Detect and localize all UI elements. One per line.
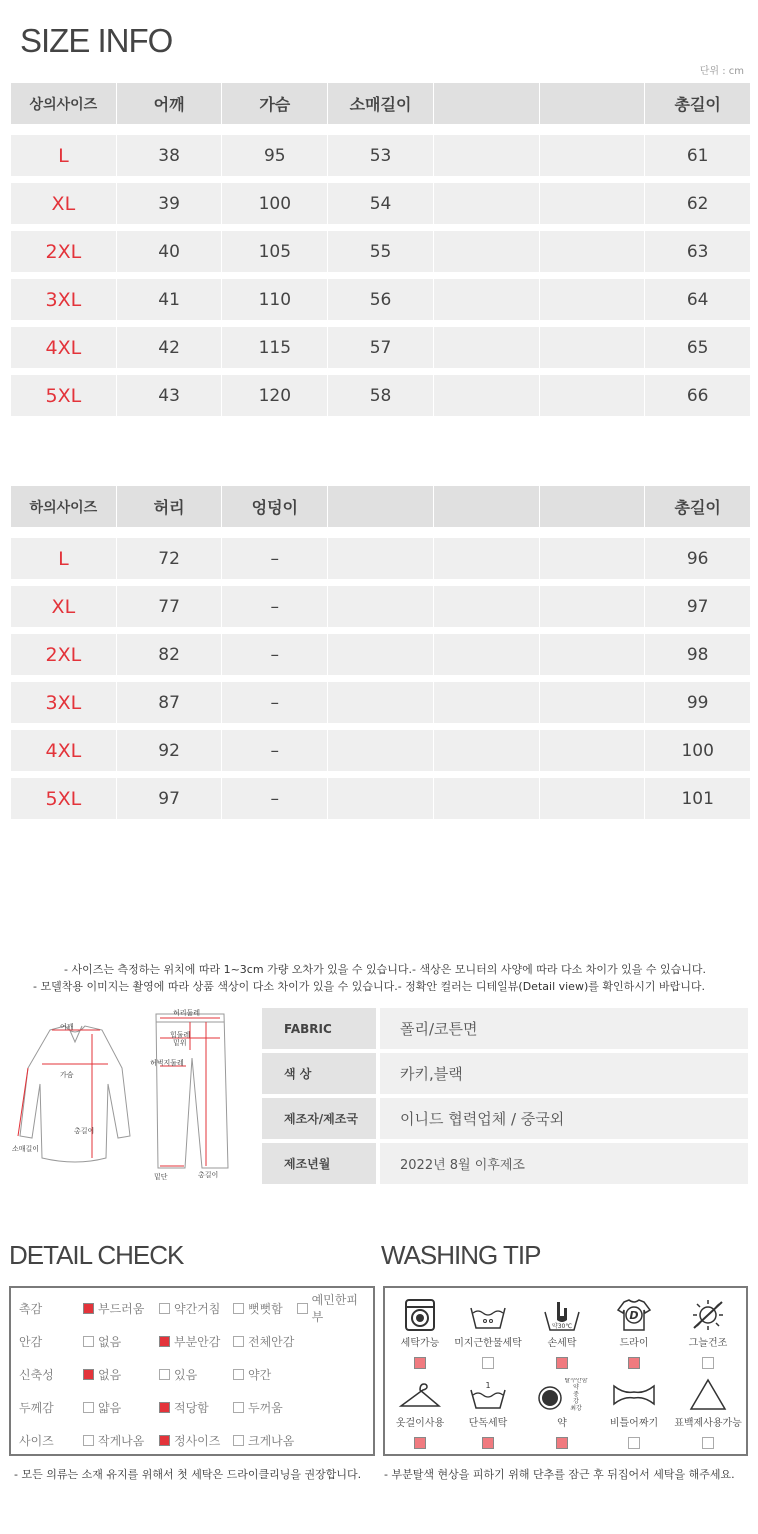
- bottom-size-value-cell: 72: [117, 538, 222, 579]
- top-size-value-cell: [540, 279, 645, 320]
- top-size-value-cell: [540, 231, 645, 272]
- top-size-value-cell: 62: [645, 183, 750, 224]
- top-size-value-cell: 41: [117, 279, 222, 320]
- unchecked-box-icon[interactable]: [83, 1336, 94, 1347]
- detail-row: [19, 1367, 375, 1381]
- bottom-size-value-cell: 99: [645, 682, 750, 723]
- svg-text:약: 약: [573, 1384, 579, 1391]
- detail-option[interactable]: [83, 1432, 144, 1449]
- top-size-value-cell: 38: [117, 135, 222, 176]
- bottom-size-value-cell: 98: [645, 634, 750, 675]
- bottom-size-size-cell: 2XL: [11, 634, 116, 675]
- waist-label: 허리둘레: [173, 1009, 201, 1017]
- top-size-value-cell: 57: [328, 327, 433, 368]
- wash-item: [451, 1298, 525, 1369]
- svg-text:최강: 최강: [570, 1405, 582, 1412]
- bottom-size-value-cell: [434, 538, 539, 579]
- fabric-label: 제조년월: [262, 1143, 376, 1184]
- bottom-size-header-cell: 허리: [117, 486, 222, 527]
- top-size-size-cell: XL: [11, 183, 116, 224]
- bottom-size-header-cell: [434, 486, 539, 527]
- bottom-size-value-cell: 92: [117, 730, 222, 771]
- top-size-value-cell: 43: [117, 375, 222, 416]
- top-size-value-cell: [434, 279, 539, 320]
- detail-option-label: 크게나옴: [248, 1433, 295, 1448]
- top-size-value-cell: 63: [645, 231, 750, 272]
- top-size-header-row: [11, 83, 750, 124]
- bottom-size-header-cell: 하의사이즈: [11, 486, 116, 527]
- bottom-size-row: [11, 634, 750, 675]
- fabric-row: [262, 1143, 748, 1184]
- fabric-row: [262, 1053, 748, 1094]
- detail-option[interactable]: [159, 1366, 197, 1383]
- bottom-size-value-cell: [328, 538, 433, 579]
- checked-box-icon[interactable]: [159, 1336, 170, 1347]
- wash-item-label: 옷걸이사용: [395, 1418, 445, 1429]
- wash-item-label: 미지근한물세탁: [454, 1338, 522, 1349]
- detail-option[interactable]: [233, 1399, 283, 1416]
- detail-option[interactable]: [233, 1432, 294, 1449]
- top-size-header-cell: 어깨: [117, 83, 222, 124]
- top-size-value-cell: 95: [222, 135, 327, 176]
- top-size-value-cell: 42: [117, 327, 222, 368]
- bottom-size-value-cell: [328, 634, 433, 675]
- wash-item-label: 그늘건조: [688, 1338, 728, 1349]
- checked-box-icon[interactable]: [414, 1437, 426, 1449]
- checked-box-icon[interactable]: [628, 1357, 640, 1369]
- wash-item: [671, 1378, 745, 1449]
- detail-option-label: 뻣뻣함: [248, 1301, 283, 1316]
- detail-row-label: 신축성: [19, 1367, 54, 1382]
- top-size-value-cell: [434, 375, 539, 416]
- wash-item: [383, 1298, 457, 1369]
- wash-item: [671, 1298, 745, 1369]
- detail-option[interactable]: [83, 1399, 121, 1416]
- detail-option[interactable]: [159, 1333, 220, 1350]
- checked-box-icon[interactable]: [159, 1435, 170, 1446]
- detail-option[interactable]: [83, 1366, 121, 1383]
- top-size-header-cell: 가슴: [222, 83, 327, 124]
- top-size-value-cell: 58: [328, 375, 433, 416]
- bottom-size-value-cell: –: [222, 778, 327, 819]
- detail-option[interactable]: [233, 1300, 283, 1317]
- top-size-size-cell: 3XL: [11, 279, 116, 320]
- spin-dry-icon: [525, 1378, 599, 1412]
- bottom-size-value-cell: 82: [117, 634, 222, 675]
- top-size-header-cell: 상의사이즈: [11, 83, 116, 124]
- wring-icon: [597, 1378, 671, 1412]
- bottom-size-size-cell: L: [11, 538, 116, 579]
- unit-label: 단위 : cm: [699, 66, 744, 77]
- bottom-size-header-cell: 총길이: [645, 486, 750, 527]
- unchecked-box-icon[interactable]: [702, 1357, 714, 1369]
- detail-row: [19, 1293, 375, 1324]
- checked-box-icon[interactable]: [159, 1402, 170, 1413]
- svg-text:D: D: [629, 1309, 639, 1322]
- top-size-value-cell: 39: [117, 183, 222, 224]
- unchecked-box-icon[interactable]: [628, 1437, 640, 1449]
- bottom-size-value-cell: 77: [117, 586, 222, 627]
- bottom-size-value-cell: [328, 682, 433, 723]
- dry-clean-icon: [597, 1298, 671, 1332]
- bottom-size-row: [11, 730, 750, 771]
- bottom-size-size-cell: 5XL: [11, 778, 116, 819]
- bottom-size-header-cell: 엉덩이: [222, 486, 327, 527]
- detail-footnote: - 모든 의류는 소재 유지를 위해서 첫 세탁은 드라이클리닝을 권장합니다.: [14, 1468, 362, 1481]
- top-size-value-cell: 53: [328, 135, 433, 176]
- fabric-row: [262, 1098, 748, 1139]
- wash-item-label: 약: [557, 1418, 567, 1429]
- svg-text:약30℃: 약30℃: [551, 1323, 573, 1330]
- detail-option-label: 정사이즈: [174, 1433, 221, 1448]
- wash-item-label: 손세탁: [547, 1338, 577, 1349]
- detail-option[interactable]: [233, 1366, 271, 1383]
- top-size-row: [11, 231, 750, 272]
- top-size-value-cell: [434, 183, 539, 224]
- thigh-label: 허벅지둘레: [150, 1059, 184, 1067]
- garment-diagram: [10, 1008, 250, 1186]
- top-size-value-cell: 64: [645, 279, 750, 320]
- bottom-size-value-cell: 97: [117, 778, 222, 819]
- detail-row: [19, 1400, 375, 1414]
- top-size-row: [11, 327, 750, 368]
- top-size-value-cell: 110: [222, 279, 327, 320]
- bottom-size-size-cell: XL: [11, 586, 116, 627]
- detail-option-label: 예민한피부: [311, 1293, 358, 1324]
- bottom-size-value-cell: [434, 730, 539, 771]
- hanger-icon: [383, 1378, 457, 1412]
- bottom-size-value-cell: [540, 778, 645, 819]
- lukewarm-wash-icon: [451, 1298, 525, 1332]
- wash-item-label: 비틀어짜기: [609, 1418, 659, 1429]
- measurement-illustration: [10, 1008, 250, 1186]
- top-size-value-cell: [434, 135, 539, 176]
- wash-item: [597, 1298, 671, 1369]
- fabric-value: 카키,블랙: [380, 1053, 748, 1094]
- checked-box-icon[interactable]: [556, 1357, 568, 1369]
- bottom-size-value-cell: –: [222, 634, 327, 675]
- bottom-size-value-cell: [434, 682, 539, 723]
- top-size-value-cell: [540, 135, 645, 176]
- wash-item: [525, 1378, 599, 1449]
- top-size-size-cell: 4XL: [11, 327, 116, 368]
- top-size-value-cell: 115: [222, 327, 327, 368]
- unchecked-box-icon[interactable]: [233, 1303, 244, 1314]
- top-size-value-cell: 55: [328, 231, 433, 272]
- bottom-size-value-cell: 87: [117, 682, 222, 723]
- separate-wash-icon: [451, 1378, 525, 1412]
- wash-item: [525, 1298, 599, 1369]
- bottom-size-row: [11, 586, 750, 627]
- top-size-value-cell: [540, 327, 645, 368]
- bottom-size-size-cell: 3XL: [11, 682, 116, 723]
- wash-item-label: 세탁가능: [400, 1338, 440, 1349]
- wash-item-label: 표백제사용가능: [674, 1418, 742, 1429]
- checked-box-icon[interactable]: [414, 1357, 426, 1369]
- detail-option-label: 부분안감: [174, 1334, 221, 1349]
- wash-item: [451, 1378, 525, 1449]
- top-size-value-cell: 120: [222, 375, 327, 416]
- checked-box-icon[interactable]: [482, 1437, 494, 1449]
- checked-box-icon[interactable]: [83, 1303, 94, 1314]
- washing-machine-icon: [383, 1298, 457, 1332]
- top-size-value-cell: 40: [117, 231, 222, 272]
- bottom-size-value-cell: –: [222, 730, 327, 771]
- bottom-size-value-cell: [540, 730, 645, 771]
- bottom-size-value-cell: [328, 586, 433, 627]
- bottom-size-value-cell: –: [222, 538, 327, 579]
- hand-wash-icon: [525, 1298, 599, 1332]
- unchecked-box-icon[interactable]: [297, 1303, 308, 1314]
- sleeve-label: 소매길이: [12, 1145, 40, 1153]
- top-size-size-cell: 2XL: [11, 231, 116, 272]
- top-size-value-cell: [434, 327, 539, 368]
- detail-row: [19, 1334, 375, 1348]
- bottom-size-value-cell: [328, 778, 433, 819]
- note-line-2: - 모델착용 이미지는 촬영에 따라 상품 색상이 다소 차이가 있을 수 있습니다.- 정확안 컬러는 디테일뷰(Detail view)를 확인하시기 바랍니다.: [33, 980, 705, 993]
- detail-option-label: 없음: [98, 1367, 122, 1382]
- detail-option-label: 약간거침: [174, 1301, 221, 1316]
- detail-option-label: 없음: [98, 1334, 122, 1349]
- bottom-size-size-cell: 4XL: [11, 730, 116, 771]
- top-size-value-cell: 61: [645, 135, 750, 176]
- top-size-table: [11, 83, 750, 423]
- wash-item: [383, 1378, 457, 1449]
- top-size-value-cell: 56: [328, 279, 433, 320]
- detail-option[interactable]: [83, 1333, 121, 1350]
- shirt-length-label: 총길이: [74, 1127, 95, 1135]
- detail-option-label: 작게나옴: [98, 1433, 145, 1448]
- bottom-size-header-row: [11, 486, 750, 527]
- bleach-icon: [671, 1378, 745, 1412]
- washing-tip-title: WASHING TIP: [381, 1240, 541, 1270]
- bottom-size-value-cell: [434, 778, 539, 819]
- bottom-size-value-cell: [434, 586, 539, 627]
- bottom-size-row: [11, 778, 750, 819]
- detail-option[interactable]: [159, 1432, 220, 1449]
- bottom-size-table: [11, 486, 750, 826]
- wash-item-label: 드라이: [619, 1338, 649, 1349]
- top-size-header-cell: [540, 83, 645, 124]
- top-size-value-cell: 100: [222, 183, 327, 224]
- detail-option[interactable]: [159, 1300, 220, 1317]
- top-size-value-cell: 105: [222, 231, 327, 272]
- bottom-size-value-cell: [540, 586, 645, 627]
- top-size-header-cell: 소매길이: [328, 83, 433, 124]
- top-size-value-cell: 66: [645, 375, 750, 416]
- washing-footnote: - 부분탈색 현상을 피하기 위해 단추를 잠근 후 뒤집어서 세탁을 해주세요.: [384, 1468, 735, 1481]
- bottom-size-row: [11, 538, 750, 579]
- detail-row-label: 촉감: [19, 1301, 43, 1316]
- unchecked-box-icon[interactable]: [233, 1369, 244, 1380]
- detail-option-label: 얇음: [98, 1400, 122, 1415]
- top-size-size-cell: L: [11, 135, 116, 176]
- top-size-row: [11, 375, 750, 416]
- unchecked-box-icon[interactable]: [233, 1402, 244, 1413]
- hem-label: 밑단: [154, 1173, 168, 1181]
- fabric-table: [262, 1008, 748, 1188]
- size-info-title: SIZE INFO: [20, 22, 173, 59]
- unchecked-box-icon[interactable]: [83, 1435, 94, 1446]
- checked-box-icon[interactable]: [83, 1369, 94, 1380]
- bottom-size-value-cell: 97: [645, 586, 750, 627]
- svg-text:중: 중: [573, 1391, 579, 1398]
- note-line-1: - 사이즈는 측정하는 위치에 따라 1~3cm 가량 오차가 있을 수 있습니다.- 색상은 모니터의 사양에 따라 다소 차이가 있을 수 있습니다.: [64, 963, 707, 976]
- detail-option-label: 두꺼움: [248, 1400, 283, 1415]
- wash-item-label: 단독세탁: [468, 1418, 508, 1429]
- shade-dry-icon: [671, 1298, 745, 1332]
- detail-option[interactable]: [297, 1291, 367, 1325]
- detail-option-label: 적당함: [174, 1400, 209, 1415]
- fabric-value: 폴리/코튼면: [380, 1008, 748, 1049]
- top-size-value-cell: [434, 231, 539, 272]
- shoulder-label: 어깨: [60, 1023, 74, 1031]
- bottom-size-value-cell: [434, 634, 539, 675]
- detail-option-label: 부드러움: [98, 1301, 145, 1316]
- top-size-row: [11, 183, 750, 224]
- wash-item: [597, 1378, 671, 1449]
- unchecked-box-icon[interactable]: [233, 1336, 244, 1347]
- unchecked-box-icon[interactable]: [159, 1303, 170, 1314]
- bottom-size-value-cell: 100: [645, 730, 750, 771]
- bottom-size-value-cell: [540, 538, 645, 579]
- top-size-header-cell: 총길이: [645, 83, 750, 124]
- svg-text:1: 1: [485, 1381, 491, 1390]
- bottom-size-value-cell: [540, 634, 645, 675]
- fabric-label: FABRIC: [262, 1008, 376, 1049]
- detail-option[interactable]: [83, 1300, 144, 1317]
- bottom-size-header-cell: [540, 486, 645, 527]
- checked-box-icon[interactable]: [556, 1437, 568, 1449]
- unchecked-box-icon[interactable]: [159, 1369, 170, 1380]
- top-size-row: [11, 279, 750, 320]
- bottom-size-value-cell: –: [222, 682, 327, 723]
- bottom-size-value-cell: 96: [645, 538, 750, 579]
- detail-check-title: DETAIL CHECK: [9, 1240, 184, 1270]
- bottom-size-header-cell: [328, 486, 433, 527]
- top-size-value-cell: [540, 375, 645, 416]
- top-size-size-cell: 5XL: [11, 375, 116, 416]
- detail-row: [19, 1433, 375, 1447]
- detail-row-label: 두께감: [19, 1400, 54, 1415]
- svg-text:탈수안함: 탈수안함: [564, 1378, 588, 1384]
- bottom-size-row: [11, 682, 750, 723]
- fabric-value: 2022년 8월 이후제조: [380, 1143, 748, 1184]
- detail-option-label: 있음: [174, 1367, 198, 1382]
- detail-row-label: 안감: [19, 1334, 43, 1349]
- bottom-size-value-cell: [328, 730, 433, 771]
- bottom-size-value-cell: 101: [645, 778, 750, 819]
- unchecked-box-icon[interactable]: [482, 1357, 494, 1369]
- chest-label: 가슴: [60, 1071, 74, 1079]
- unchecked-box-icon[interactable]: [233, 1435, 244, 1446]
- detail-option[interactable]: [233, 1333, 294, 1350]
- fabric-label: 색 상: [262, 1053, 376, 1094]
- bottom-size-value-cell: [540, 682, 645, 723]
- bottom-size-value-cell: –: [222, 586, 327, 627]
- detail-option-label: 약간: [248, 1367, 272, 1382]
- detail-option-label: 전체안감: [248, 1334, 295, 1349]
- unchecked-box-icon[interactable]: [83, 1402, 94, 1413]
- unchecked-box-icon[interactable]: [702, 1437, 714, 1449]
- washing-tip-box: [383, 1286, 748, 1456]
- detail-option[interactable]: [159, 1399, 209, 1416]
- detail-check-box: [9, 1286, 375, 1456]
- fabric-value: 이니드 협력업체 / 중국외: [380, 1098, 748, 1139]
- top-size-value-cell: 54: [328, 183, 433, 224]
- fabric-label: 제조자/제조국: [262, 1098, 376, 1139]
- svg-text:강: 강: [573, 1398, 579, 1405]
- top-size-header-cell: [434, 83, 539, 124]
- top-size-row: [11, 135, 750, 176]
- rise-label: 밑위: [173, 1039, 187, 1047]
- hip-label: 힙둘레: [170, 1031, 191, 1039]
- pants-length-label: 총길이: [198, 1171, 219, 1179]
- top-size-value-cell: [540, 183, 645, 224]
- detail-row-label: 사이즈: [19, 1433, 54, 1448]
- fabric-row: [262, 1008, 748, 1049]
- top-size-value-cell: 65: [645, 327, 750, 368]
